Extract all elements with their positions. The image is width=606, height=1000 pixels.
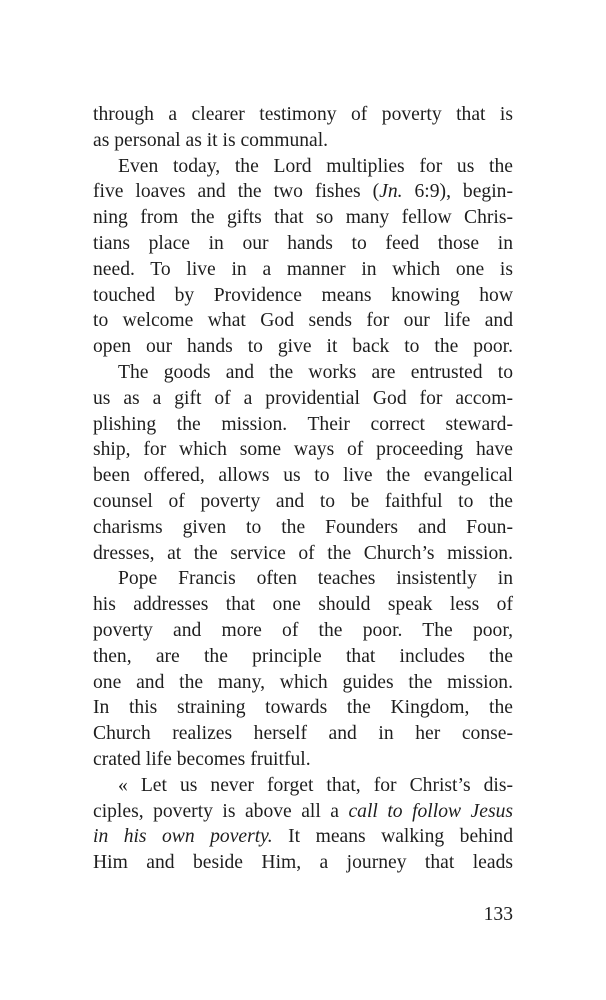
text-line bbox=[93, 670, 513, 696]
text-segment: counsel of poverty and to be faithful to the bbox=[93, 490, 513, 512]
text-segment: open our hands to give it back to the poor. bbox=[93, 336, 513, 358]
text-line bbox=[93, 360, 513, 386]
text-line bbox=[93, 747, 513, 773]
text-segment: tians place in our hands to feed those in bbox=[93, 232, 513, 254]
text-line bbox=[93, 489, 513, 515]
text-segment: need. To live in a manner in which one is bbox=[93, 258, 513, 280]
text-segment: touched by Providence means knowing how bbox=[93, 284, 513, 306]
text-segment: ciples, poverty is above all a bbox=[93, 800, 349, 822]
italic-text: call to follow Jesus bbox=[348, 800, 513, 822]
text-line bbox=[93, 592, 513, 618]
text-segment: us as a gift of a providential God for accom- bbox=[93, 387, 513, 409]
text-segment: five loaves and the two fishes ( bbox=[93, 181, 380, 203]
text-segment: crated life becomes fruitful. bbox=[93, 748, 311, 770]
text-line bbox=[93, 154, 513, 180]
text-line bbox=[93, 102, 513, 128]
text-segment: as personal as it is communal. bbox=[93, 129, 329, 151]
text-line bbox=[93, 850, 513, 876]
text-segment: through a clearer testimony of poverty that is bbox=[93, 104, 513, 125]
text-segment: his addresses that one should speak less of bbox=[93, 594, 513, 616]
text-segment: ship, for which some ways of proceeding have bbox=[93, 439, 513, 461]
text-segment: poverty and more of the poor. The poor, bbox=[93, 619, 513, 641]
text-line bbox=[93, 463, 513, 489]
text-line bbox=[93, 205, 513, 231]
body-text bbox=[93, 102, 513, 876]
text-line bbox=[93, 695, 513, 721]
text-segment: Church realizes herself and in her conse- bbox=[93, 723, 513, 745]
italic-text: in his own poverty. bbox=[93, 826, 273, 848]
text-segment: « Let us never forget that, for Christ’s dis- bbox=[118, 774, 513, 796]
text-line bbox=[93, 541, 513, 567]
text-segment: The goods and the works are entrusted to bbox=[118, 361, 513, 383]
text-segment: to welcome what God sends for our life and bbox=[93, 310, 513, 332]
text-line bbox=[93, 412, 513, 438]
text-segment: 6:9), begin- bbox=[402, 181, 513, 203]
text-segment: dresses, at the service of the Church’s mission. bbox=[93, 542, 513, 564]
text-line bbox=[93, 721, 513, 747]
text-line bbox=[93, 179, 513, 205]
page-number: 133 bbox=[483, 904, 513, 925]
text-line bbox=[93, 618, 513, 644]
text-segment: charisms given to the Founders and Foun- bbox=[93, 516, 513, 538]
text-line bbox=[93, 231, 513, 257]
text-segment: Even today, the Lord multiplies for us the bbox=[118, 155, 513, 177]
text-segment: It means walking behind bbox=[272, 826, 513, 848]
text-segment: been offered, allows us to live the evangelical bbox=[93, 465, 513, 487]
text-segment: Pope Francis often teaches insistently in bbox=[118, 568, 513, 590]
italic-text: Jn. bbox=[379, 181, 403, 203]
text-line bbox=[93, 334, 513, 360]
text-line bbox=[93, 773, 513, 799]
text-line bbox=[93, 283, 513, 309]
text-line bbox=[93, 644, 513, 670]
text-segment: ning from the gifts that so many fellow Chris- bbox=[93, 207, 513, 229]
text-segment: then, are the principle that includes the bbox=[93, 645, 513, 667]
text-line bbox=[93, 308, 513, 334]
text-line bbox=[93, 824, 513, 850]
text-segment: plishing the mission. Their correct steward- bbox=[93, 413, 513, 435]
text-line bbox=[93, 515, 513, 541]
text-line bbox=[93, 566, 513, 592]
text-line bbox=[93, 437, 513, 463]
text-segment: one and the many, which guides the mission. bbox=[93, 671, 513, 693]
text-line bbox=[93, 386, 513, 412]
text-line bbox=[93, 257, 513, 283]
text-segment: Him and beside Him, a journey that leads bbox=[93, 852, 513, 874]
text-line bbox=[93, 128, 513, 154]
text-line bbox=[93, 799, 513, 825]
text-segment: In this straining towards the Kingdom, the bbox=[93, 697, 513, 719]
